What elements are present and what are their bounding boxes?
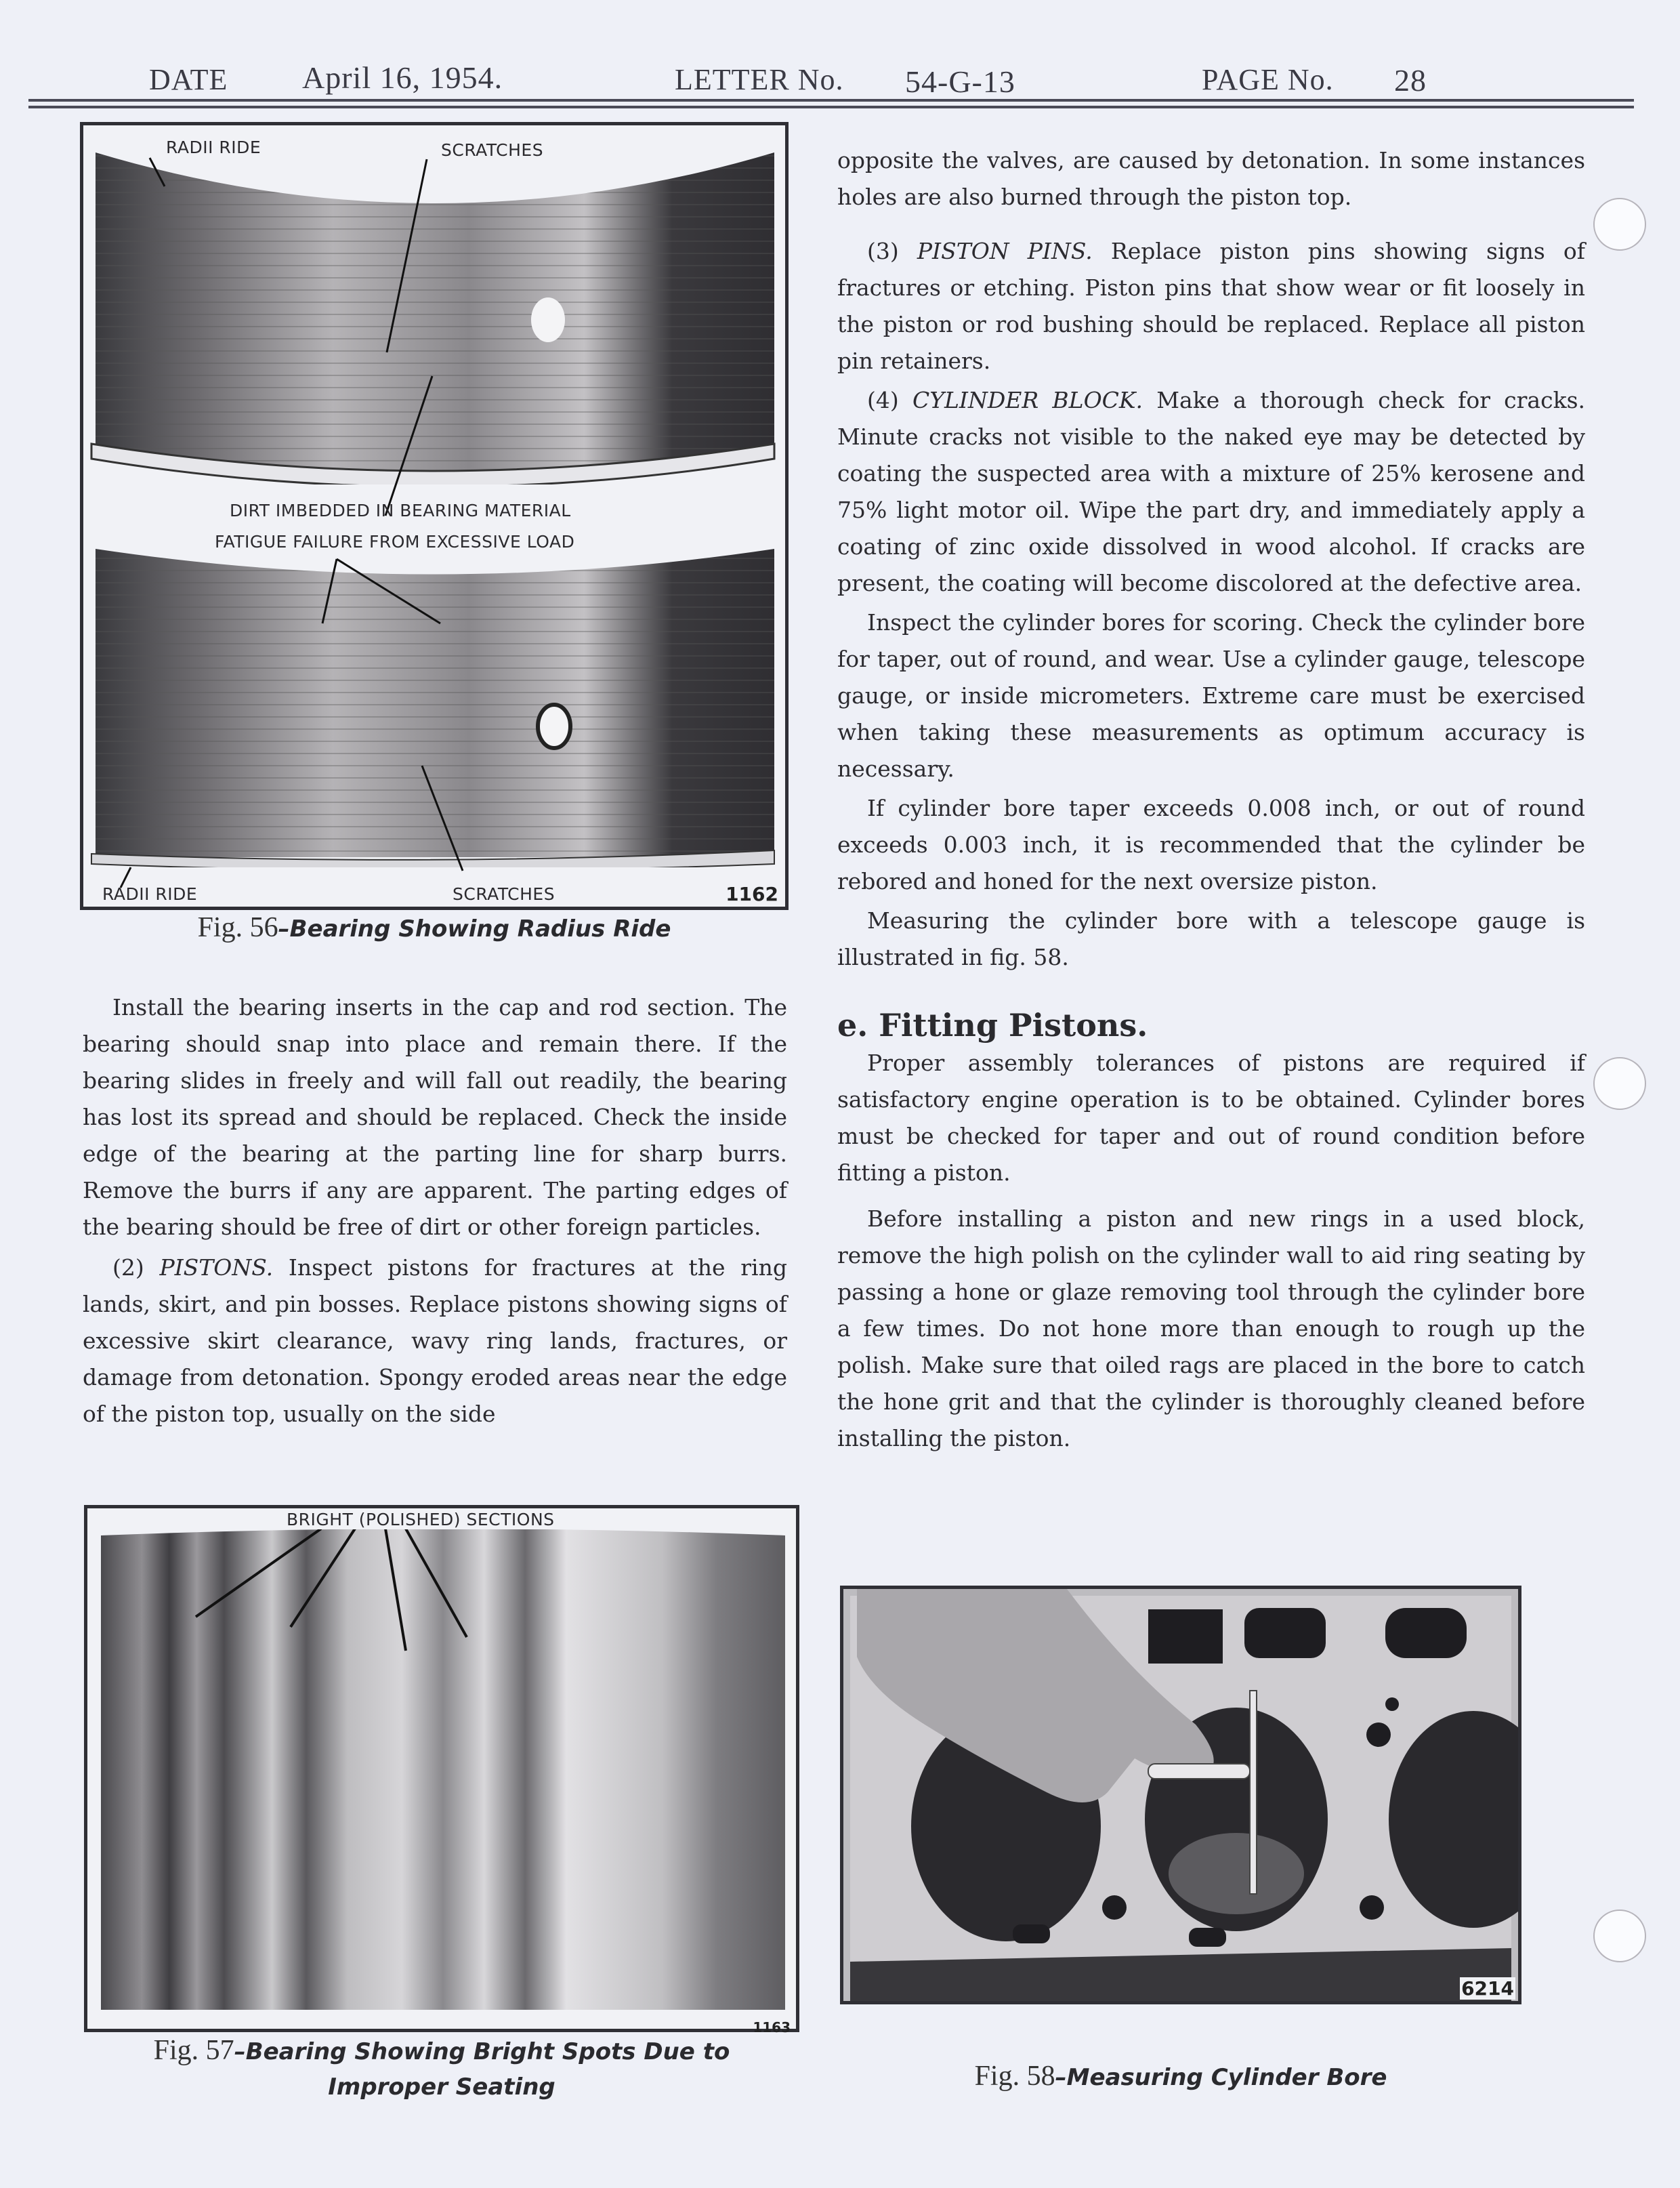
paragraph-before-installing: Before installing a piston and new rings in a used block, remove the high polish on the cylinder wall to aid ring seating by passing a hone or glaze removing tool through the cylinder bore a few times. Do not hone more than enough to rough up the polish. Make sure that oiled rags are placed in the bore to catch the hone grit and that the cylinder is thoroughly cleaned before installing the piston.: [837, 1205, 1585, 1451]
subheading-cylinder-block: CYLINDER BLOCK.: [912, 387, 1143, 413]
paragraph-pistons: (2) PISTONS. Inspect pistons for fractures at the ring lands, skirt, and pin bosses. Replace pistons showing signs of excessive skirt clearance, wavy ring lands, fractures, or damage from detonation. Spongy eroded areas near the edge of the piston top, usually on the side: [83, 1254, 787, 1427]
punch-hole-middle: [1593, 1057, 1646, 1110]
header-rule-top: [28, 99, 1634, 102]
label-scratches-top: SCRATCHES: [441, 140, 544, 160]
letter-value: 54-G-13: [905, 64, 1015, 99]
figure-57: [84, 1505, 799, 2036]
caption-fig-number: Fig. 58: [974, 2061, 1055, 2092]
section-heading-fitting-pistons: e. Fitting Pistons.: [837, 1007, 1148, 1044]
subheading-pistons: PISTONS.: [159, 1254, 274, 1281]
subheading-piston-pins: PISTON PINS.: [917, 238, 1093, 264]
caption-title: –Bearing Showing Radius Ride: [278, 915, 671, 943]
caption-fig-number: Fig. 57: [153, 2035, 234, 2066]
letter-label: LETTER No.: [675, 63, 844, 96]
paragraph-assembly-tolerances: Proper assembly tolerances of pistons are required if satisfactory engine operation is to be obtained. Cylinder bores must be checked for taper and out of round condition before fitting a piston.: [837, 1050, 1585, 1186]
figure-number: 6214: [1461, 1977, 1514, 2000]
header-rule-bottom: [28, 106, 1634, 108]
figure-58: [840, 1586, 1521, 2004]
caption-title: –Measuring Cylinder Bore: [1055, 2064, 1387, 2091]
label-fatigue-failure: FATIGUE FAILURE FROM EXCESSIVE LOAD: [215, 532, 575, 552]
paragraph-piston-pins: (3) PISTON PINS. Replace piston pins showing signs of fractures or etching. Piston pins that show wear or fit loosely in the piston or rod bushing should be replaced. Replace all piston pin retainers.: [837, 238, 1586, 374]
cylinder-bore-measuring-photo: [843, 1589, 1518, 2001]
left-column-text: [83, 989, 787, 1432]
label-dirt-imbedded: DIRT IMBEDDED IN BEARING MATERIAL: [230, 501, 571, 520]
label-bright-polished-sections: BRIGHT (POLISHED) SECTIONS: [284, 1510, 558, 1529]
bearing-photo-bright-spots: [87, 1508, 796, 2029]
caption-fig-number: Fig. 56: [197, 912, 278, 943]
figure-57-caption: [84, 2035, 799, 2107]
paragraph-cylinder-block: (4) CYLINDER BLOCK. Make a thorough check for cracks. Minute cracks not visible to the naked eye may be detected by coating the suspected area with a mixture of 25% kerosene and 75% light motor oil. Wipe the part dry, and immediately apply a coating of zinc oxide dissolved in wood alcohol. If cracks are present, the coating will become discolored at the defective area.: [837, 387, 1586, 596]
figure-56: [80, 122, 789, 910]
caption-title-line2: Improper Seating: [328, 2073, 555, 2101]
date-value: April 16, 1954.: [302, 60, 503, 95]
paragraph-taper-limits: If cylinder bore taper exceeds 0.008 inch, or out of round exceeds 0.003 inch, it is recommended that the cylinder be rebored and honed for the next oversize piston.: [837, 795, 1585, 894]
page-label: PAGE No.: [1202, 63, 1334, 96]
punch-hole-top: [1593, 198, 1646, 251]
label-radii-ride-top: RADII RIDE: [166, 138, 261, 157]
right-column-text: [837, 142, 1585, 1457]
punch-hole-bottom: [1593, 1910, 1646, 1962]
figure-56-caption: [80, 911, 789, 944]
date-label: DATE: [149, 63, 228, 96]
label-scratches-bottom: SCRATCHES: [453, 884, 555, 904]
paragraph-install-bearing: Install the bearing inserts in the cap and rod section. The bearing should snap into place and remain there. If the bearing slides in freely and will fall out readily, the bearing has lost its spread and should be replaced. Check the inside edge of the bearing at the parting line for sharp burrs. Remove the burrs if any are apparent. The parting edges of the bearing should be free of dirt or other foreign particles.: [83, 994, 787, 1240]
paragraph-telescope-gauge: Measuring the cylinder bore with a telescope gauge is illustrated in fig. 58.: [837, 907, 1585, 970]
paragraph-inspect-bores: Inspect the cylinder bores for scoring. Check the cylinder bore for taper, out of round, and wear. Use a cylinder gauge, telescope gauge, or inside micrometers. Extreme care must be exercised when taking these measurements as optimum accuracy is necessary.: [837, 609, 1585, 782]
figure-number: 1162: [726, 883, 778, 905]
label-radii-ride-bottom: RADII RIDE: [102, 884, 198, 904]
figure-58-caption: [840, 2060, 1521, 2092]
caption-title-line1: –Bearing Showing Bright Spots Due to: [234, 2038, 730, 2065]
paragraph-continued: opposite the valves, are caused by detonation. In some instances holes are also burned through the piston top.: [837, 147, 1585, 210]
figure-number: 1163: [753, 2019, 791, 2036]
page-value: 28: [1394, 63, 1427, 98]
